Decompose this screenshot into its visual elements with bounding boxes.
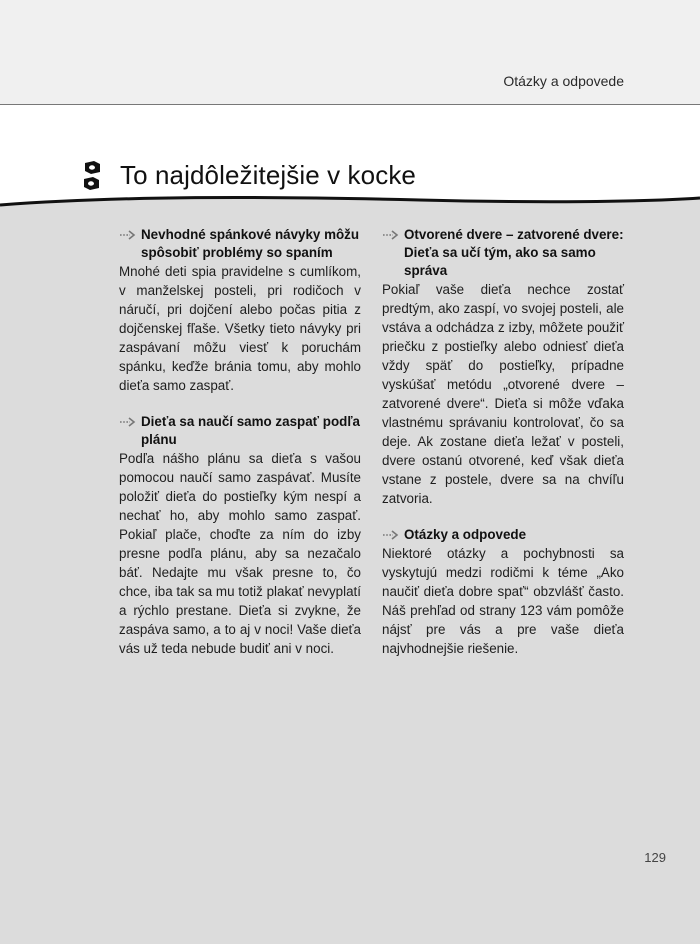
section-body: Mnohé deti spia pravidelne s cumlíkom, v manželskej posteli, pri rodičoch v náručí, pri dojčení alebo počas pitia z dojčenskej fľaše. Všetky tieto návyky pri zaspávaní môžu viesť k poruchám spánku, keďže bránia tomu, aby mohlo dieťa samo zaspať.	[119, 264, 361, 393]
section-body: Pokiaľ vaše dieťa nechce zostať predtým, ako zaspí, vo svojej posteli, ale vstáva a odchádza z izby, môžete použiť priečku z postieľky alebo odniesť dieťa vždy späť do postieľky, prípadne vyskúšať metódu „otvorené dvere – zatvorené dvere“. Dieťa si môže vďaka vlastnému správaniu kontrolovať, čo sa deje. Ak zostane dieťa ležať v posteli, dvere ostanú otvorené, keď však dieťa vstane z postele, dvere sa na chvíľu zatvoria.	[382, 282, 624, 506]
dotted-arrow-icon	[382, 229, 400, 241]
section-open-closed-door	[382, 226, 624, 508]
section-body: Podľa nášho plánu sa dieťa s vašou pomocou naučí samo zaspávať. Musíte položiť dieťa do postieľky kým nespí a nechať ho, aby mohlo samo zaspať. Pokiaľ plače, choďte za ním do izby presne podľa plánu, aby sa nezačalo báť. Nedajte mu však presne to, čo chce, iba tak sa mu totiž plakať nevyplatí a rýchlo prestane. Dieťa si zvykne, že zaspáva samo, a to aj v noci! Vaše dieťa vás už teda nebude budiť ani v noci.	[119, 451, 361, 656]
section-body: Niektoré otázky a pochybnosti sa vyskytujú medzi rodičmi k téme „Ako naučiť dieťa dobre spať“ obzvlášť často. Náš prehľad od strany 123 vám pomôže nájsť pre vás a pre vaše dieťa najvhodnejšie riešenie.	[382, 546, 624, 656]
dotted-arrow-icon	[382, 529, 400, 541]
running-head: Otázky a odpovede	[503, 73, 624, 89]
dice-icon	[82, 160, 102, 192]
dotted-arrow-icon	[119, 229, 137, 241]
section-heading	[382, 226, 624, 280]
section-heading	[119, 413, 361, 449]
section-heading	[119, 226, 361, 262]
section-heading-text: Dieťa sa naučí samo zaspať podľa plánu	[141, 414, 360, 447]
section-sleep-plan	[119, 413, 361, 658]
section-heading-text: Otázky a odpovede	[404, 527, 527, 542]
die-bottom	[84, 177, 99, 190]
dotted-arrow-icon	[119, 416, 137, 428]
left-column	[119, 226, 361, 676]
section-sleep-habits	[119, 226, 361, 395]
page-number: 129	[644, 850, 666, 865]
wave-divider	[0, 192, 700, 216]
die-top	[85, 161, 100, 174]
section-heading-text: Nevhodné spánkové návyky môžu spôsobiť problémy so spaním	[141, 227, 360, 260]
section-heading	[382, 526, 624, 544]
page-title: To najdôležitejšie v kocke	[120, 160, 416, 190]
section-heading-text: Otvorené dvere – zatvorené dvere: Dieťa sa učí tým, ako sa samo správa	[404, 227, 624, 278]
right-column	[382, 226, 624, 676]
section-questions-answers	[382, 526, 624, 658]
